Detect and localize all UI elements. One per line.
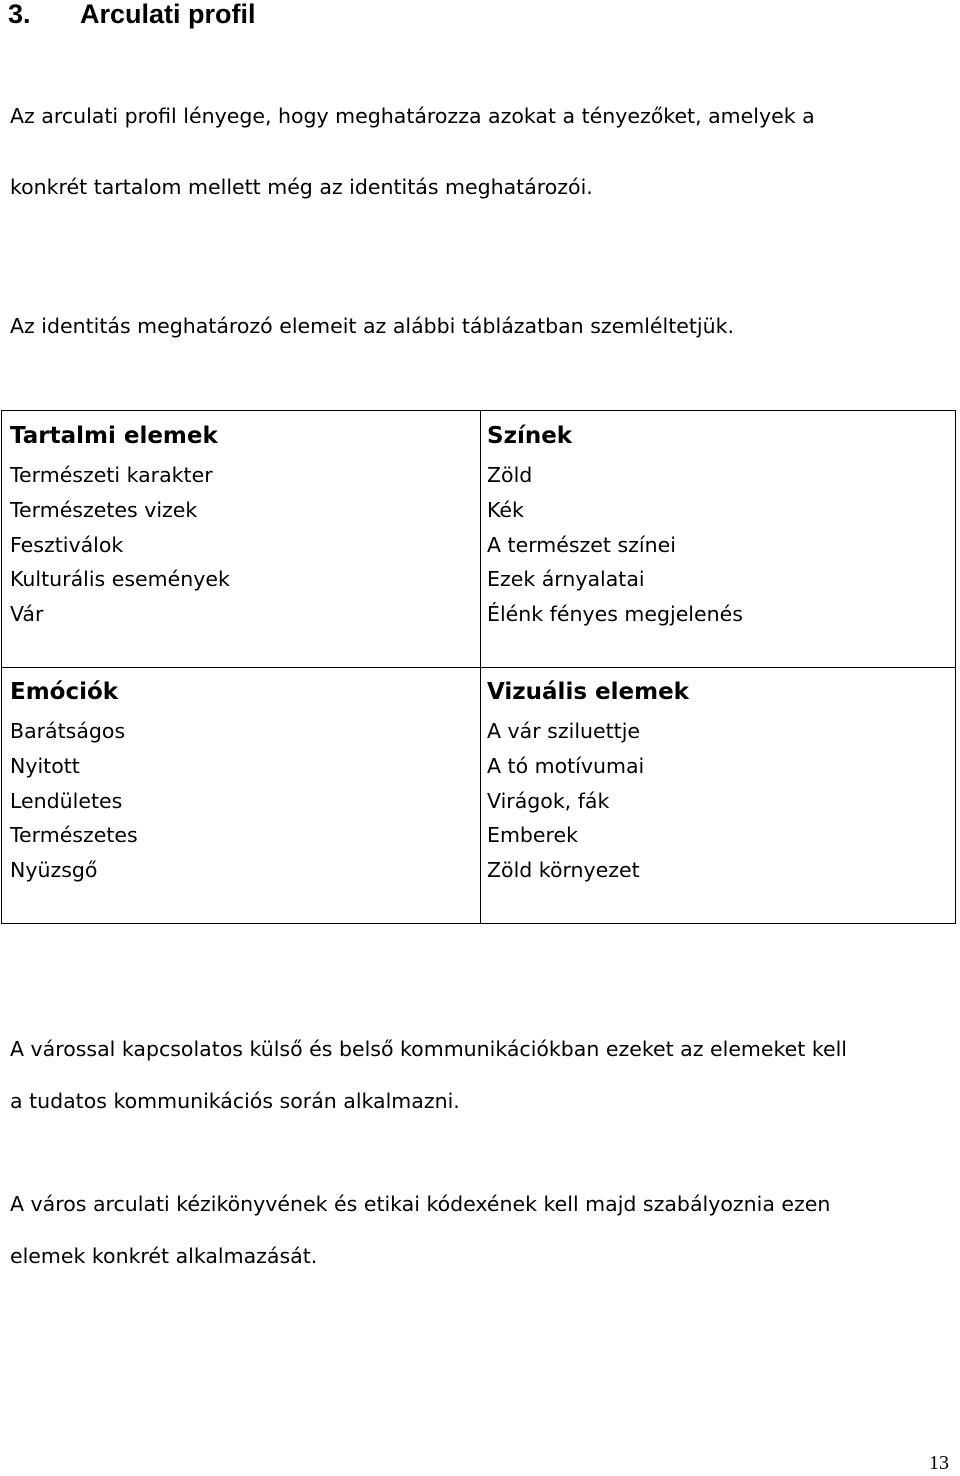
intro-line-1: Az arculati profil lényege, hogy meghatározza azokat a tényezőket, amelyek a [10,104,815,128]
list-item: Természetes vizek [10,497,198,522]
para2-line-1: A várossal kapcsolatos külső és belső kommunikációkban ezeket az elemeket kell [10,1037,847,1061]
intro-line-2: konkrét tartalom mellett még az identitás meghatározói. [10,175,593,199]
section-number: 3. [8,0,31,29]
cell-title: Vizuális elemek [487,679,689,705]
cell-title: Színek [487,423,573,449]
cell-visual-elements [487,670,689,888]
cell-colors [487,414,743,632]
list-item: Élénk fényes megjelenés [487,602,743,627]
cell-emotions [10,670,138,888]
list-item: A természet színei [487,532,676,557]
list-item: Zöld környezet [487,858,640,883]
list-item: Természeti karakter [10,463,213,487]
list-item: Emberek [487,823,579,848]
list-item: A tó motívumai [487,753,645,778]
table-row-divider [2,667,955,668]
list-item: Ezek árnyalatai [487,567,645,592]
list-item: Barátságos [10,719,126,743]
list-item: Nyitott [10,753,80,778]
list-item: A vár sziluettje [487,719,640,743]
cell-title: Tartalmi elemek [10,423,218,449]
para2-line-2: a tudatos kommunikációs során alkalmazni. [10,1089,460,1113]
list-item: Kulturális események [10,567,230,592]
list-item: Virágok, fák [487,788,610,813]
list-item: Nyüzsgő [10,858,98,883]
table-intro: Az identitás meghatározó elemeit az alábbi táblázatban szemléltetjük. [10,314,734,338]
list-item: Zöld [487,463,533,487]
list-item: Fesztiválok [10,532,124,557]
para3-line-1: A város arculati kézikönyvének és etikai kódexének kell majd szabályoznia ezen [10,1192,831,1216]
para3-line-2: elemek konkrét alkalmazását. [10,1244,318,1268]
cell-content-elements [10,414,230,632]
section-heading [8,0,256,34]
list-item: Lendületes [10,788,123,813]
page-number: 13 [929,1452,949,1474]
list-item: Természetes [10,823,138,848]
list-item: Vár [10,602,44,627]
list-item: Kék [487,497,524,522]
cell-title: Emóciók [10,679,119,705]
identity-table [1,410,956,924]
section-title: Arculati profil [80,0,256,29]
